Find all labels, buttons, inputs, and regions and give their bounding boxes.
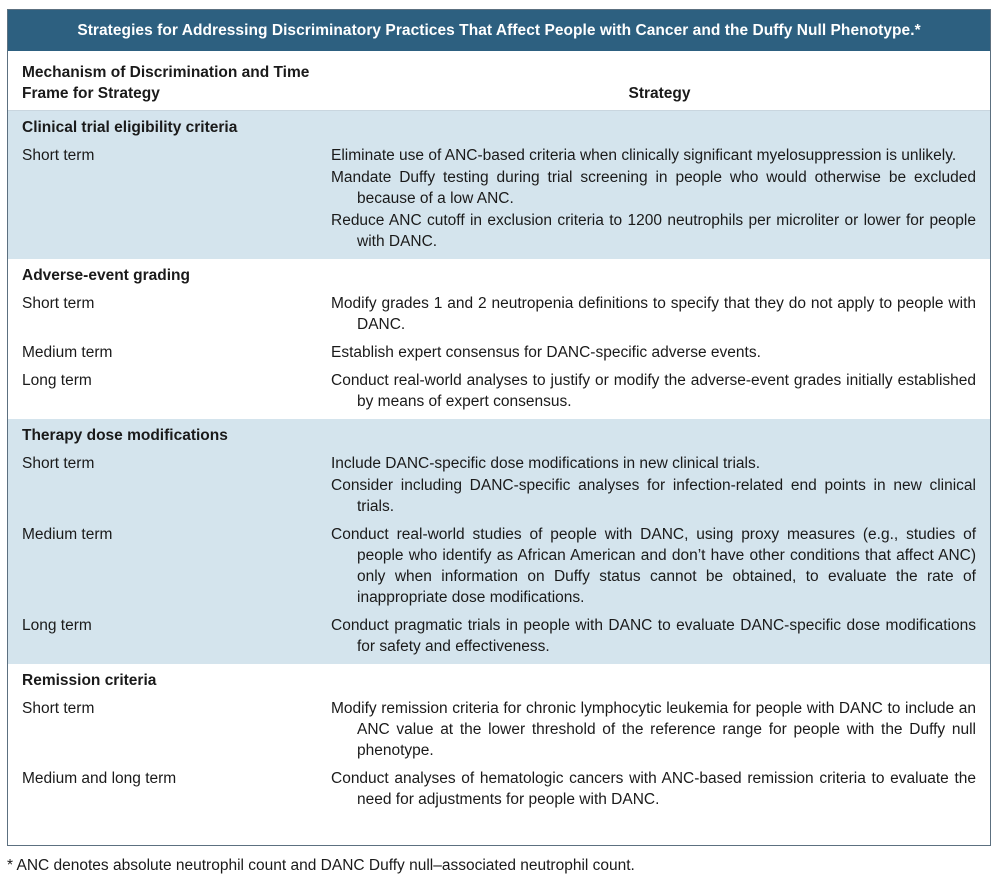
section-clinical-trial-eligibility (8, 111, 990, 259)
table-row (8, 609, 990, 658)
time-frame: Medium and long term (22, 770, 177, 787)
strategy-item: Mandate Duffy testing during trial screening in people who would otherwise be excluded because of a low ANC. (331, 169, 976, 207)
strategy-item: Eliminate use of ANC-based criteria when clinically significant myelosuppression is unlikely. (331, 147, 957, 164)
table-row (8, 447, 990, 518)
time-frame: Short term (22, 147, 95, 164)
time-frame: Short term (22, 455, 95, 472)
strategy-list (331, 615, 990, 658)
column-header-mechanism: Mechanism of Discrimination and Time Frame for Strategy (22, 64, 310, 102)
strategy-item: Modify grades 1 and 2 neutropenia definitions to specify that they do not apply to people with DANC. (331, 295, 976, 333)
strategy-item: Include DANC-specific dose modifications in new clinical trials. (331, 455, 761, 472)
strategy-item: Reduce ANC cutoff in exclusion criteria to 1200 neutrophils per microliter or lower for people with DANC. (331, 212, 976, 250)
strategy-item: Establish expert consensus for DANC-specific adverse events. (331, 344, 761, 361)
strategy-item: Modify remission criteria for chronic lymphocytic leukemia for people with DANC to include an ANC value at the lower threshold of the reference range for people with the Duffy null phenotype. (331, 700, 976, 759)
table-row (8, 692, 990, 762)
strategy-item: Conduct pragmatic trials in people with DANC to evaluate DANC-specific dose modifications for safety and effectiveness. (331, 617, 976, 655)
strategy-item: Conduct analyses of hematologic cancers with ANC-based remission criteria to evaluate the need for adjustments for people with DANC. (331, 770, 976, 808)
section-adverse-event-grading (8, 259, 990, 419)
strategy-list (331, 453, 990, 518)
table-footnote: * ANC denotes absolute neutrophil count and DANC Duffy null–associated neutrophil count. (7, 857, 635, 874)
section-title: Remission criteria (22, 672, 157, 689)
column-header-strategy: Strategy (628, 85, 691, 102)
strategy-list (331, 768, 990, 811)
time-frame: Short term (22, 295, 95, 312)
time-frame: Short term (22, 700, 95, 717)
strategy-list (331, 698, 990, 762)
table-title: Strategies for Addressing Discriminatory Practices That Affect People with Cancer and the Duffy Null Phenotype.* (8, 10, 990, 51)
section-remission-criteria (8, 664, 990, 817)
section-therapy-dose-modifications (8, 419, 990, 664)
strategy-list (331, 370, 990, 413)
section-title: Clinical trial eligibility criteria (22, 119, 238, 136)
table-row (8, 518, 990, 609)
section-title: Therapy dose modifications (22, 427, 228, 444)
strategy-item: Conduct real-world analyses to justify or modify the adverse-event grades initially established by means of expert consensus. (331, 372, 976, 410)
section-title: Adverse-event grading (22, 267, 190, 284)
strategy-item: Consider including DANC-specific analyses for infection-related end points in new clinical trials. (331, 477, 976, 515)
column-header-row (8, 51, 990, 111)
table-row (8, 336, 990, 364)
time-frame: Long term (22, 372, 92, 389)
strategy-list (331, 145, 990, 253)
table-row (8, 364, 990, 413)
strategy-list (331, 293, 990, 336)
table-frame (7, 9, 991, 846)
time-frame: Medium term (22, 344, 113, 361)
table-row (8, 762, 990, 811)
time-frame: Long term (22, 617, 92, 634)
strategy-item: Conduct real-world studies of people with DANC, using proxy measures (e.g., studies of people who identify as African American and don’t have other conditions that affect ANC) only when information on Duffy status cannot be obtained, to evaluate the rate of inappropriate dose modifications. (331, 526, 976, 606)
time-frame: Medium term (22, 526, 113, 543)
strategy-list (331, 342, 990, 364)
table-row (8, 287, 990, 336)
table-row (8, 139, 990, 253)
strategy-list (331, 524, 990, 609)
